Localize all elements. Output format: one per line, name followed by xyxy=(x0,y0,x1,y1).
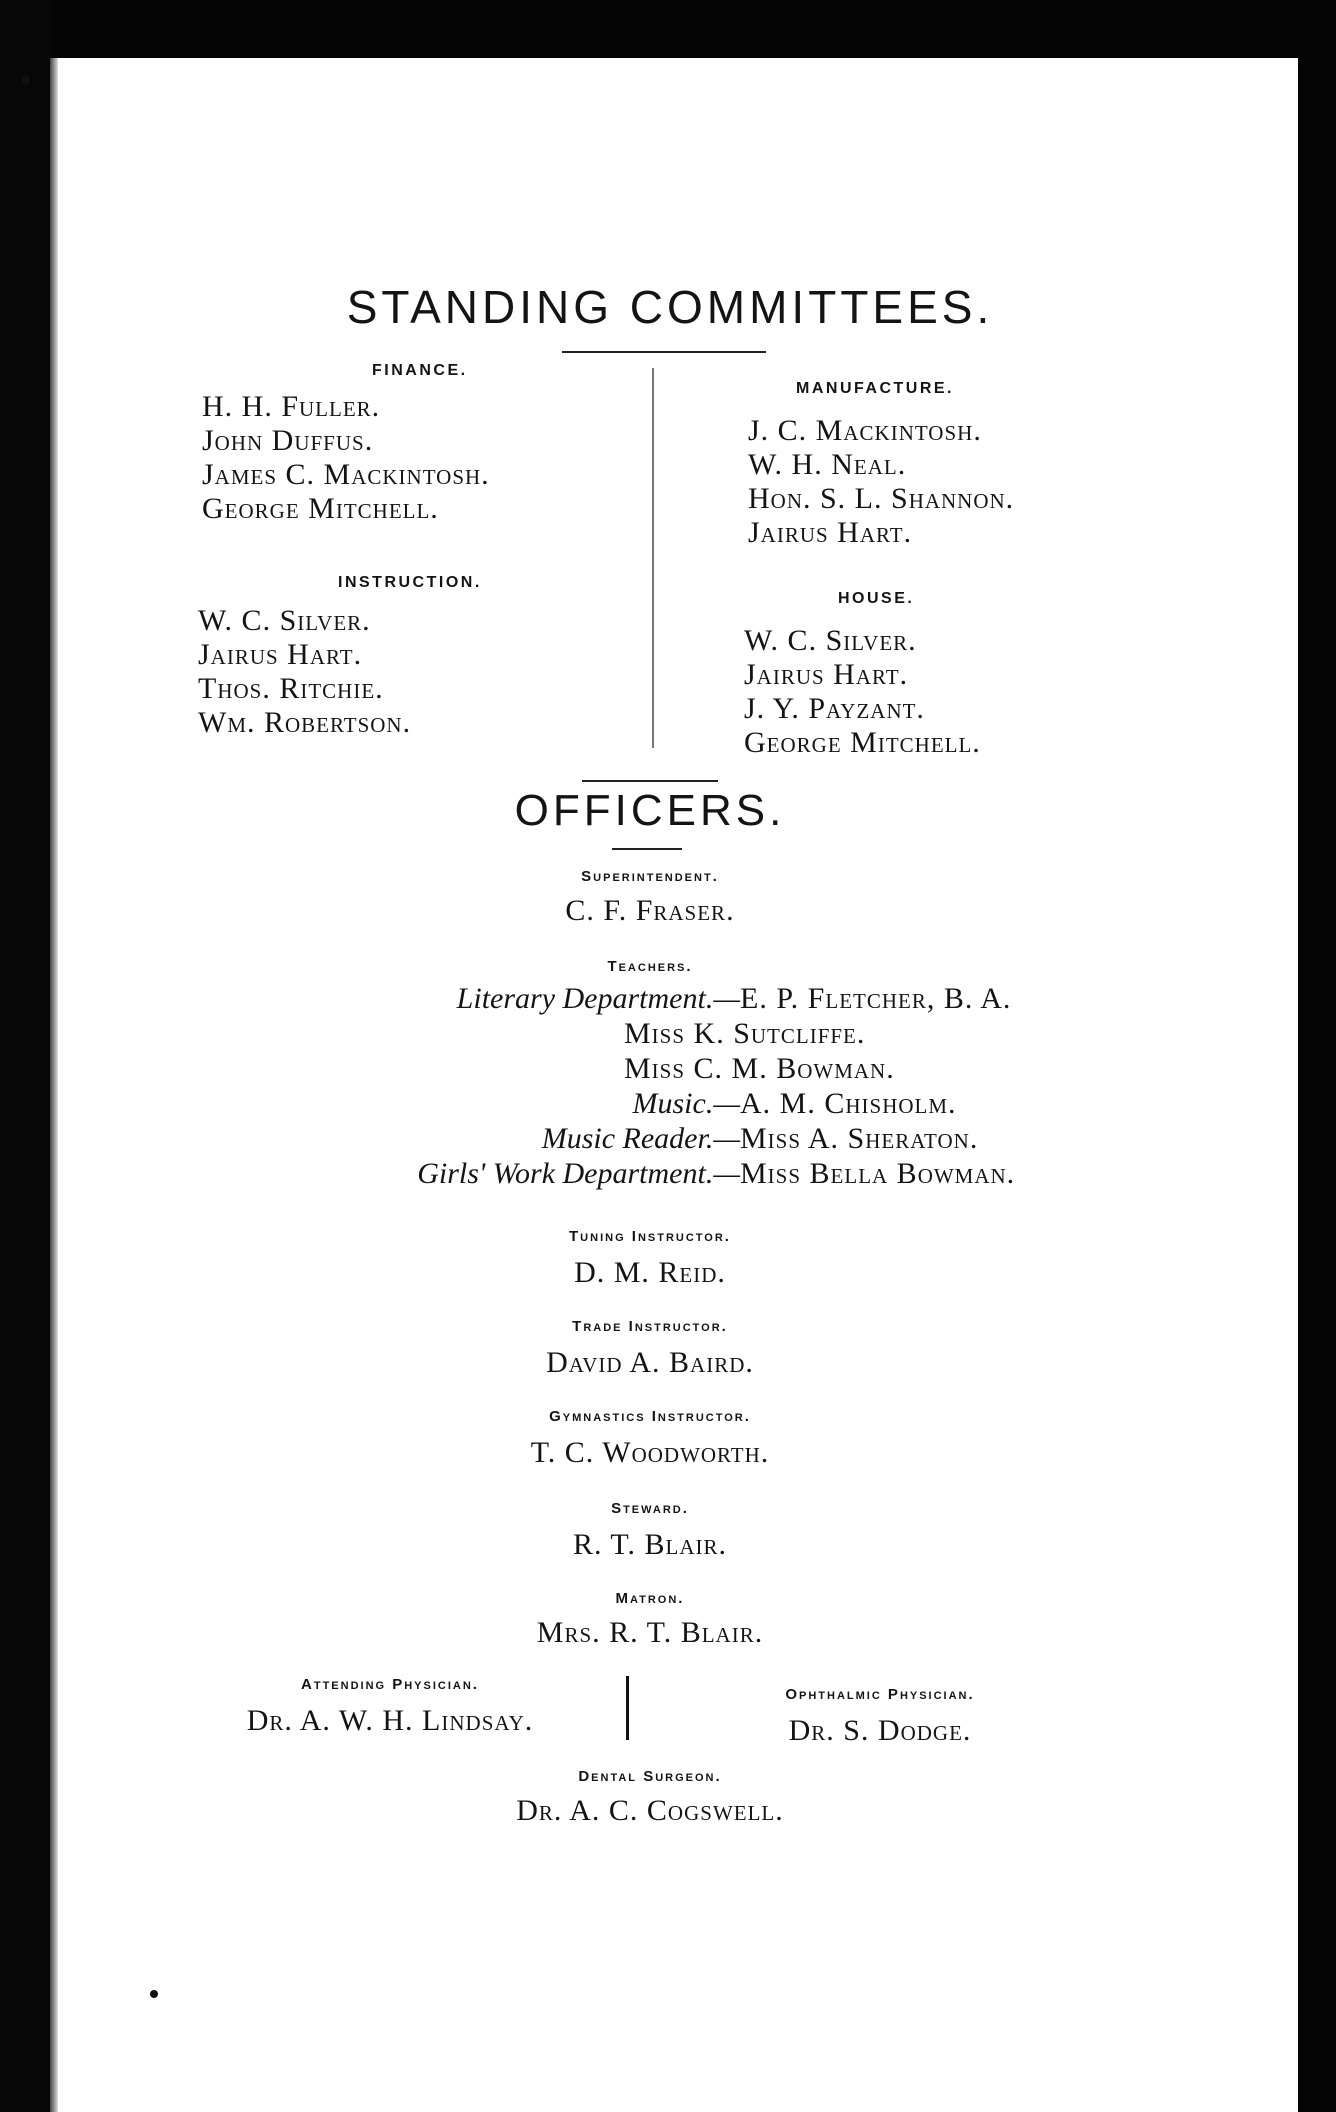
superintendent-heading: Superintendent. xyxy=(581,868,719,885)
finance-member: John Duffus. xyxy=(202,424,374,457)
instruction-member: Jairus Hart. xyxy=(198,638,363,671)
officers-top-rule xyxy=(582,780,718,782)
finance-member: George Mitchell. xyxy=(202,492,439,525)
teacher-name: Miss Bella Bowman. xyxy=(740,1157,1016,1190)
house-member: W. C. Silver. xyxy=(744,624,917,657)
page-edge-shadow xyxy=(50,58,58,2112)
officers-title: OFFICERS. xyxy=(514,786,786,835)
matron-heading: Matron. xyxy=(615,1590,685,1607)
manufacture-member: Hon. S. L. Shannon. xyxy=(748,482,1015,515)
title-rule xyxy=(562,351,766,353)
instruction-heading: INSTRUCTION. xyxy=(338,574,482,591)
teacher-row xyxy=(150,1122,1150,1157)
instruction-member: Wm. Robertson. xyxy=(198,706,412,739)
house-members xyxy=(744,624,981,760)
manufacture-member: Jairus Hart. xyxy=(748,516,913,549)
teacher-name: Miss A. Sheraton. xyxy=(740,1122,979,1155)
teacher-department: Literary Department.— xyxy=(456,982,740,1015)
matron-name: Mrs. R. T. Blair. xyxy=(536,1616,764,1649)
attending-physician-heading: Attending Physician. xyxy=(301,1676,479,1693)
teacher-name: A. M. Chisholm. xyxy=(740,1087,957,1120)
teacher-row xyxy=(150,1157,1150,1192)
teacher-department: Girls' Work Department.— xyxy=(417,1157,740,1190)
tuning-instructor-heading: Tuning Instructor. xyxy=(569,1228,731,1245)
finance-member: James C. Mackintosh. xyxy=(202,458,490,491)
officers-bottom-rule xyxy=(612,848,682,850)
finance-members xyxy=(202,390,490,526)
trade-instructor-heading: Trade Instructor. xyxy=(572,1318,728,1335)
dental-surgeon-heading: Dental Surgeon. xyxy=(578,1768,722,1785)
scan-border-right xyxy=(1298,0,1336,2112)
instruction-member: Thos. Ritchie. xyxy=(198,672,384,705)
instruction-members xyxy=(198,604,411,740)
house-member: Jairus Hart. xyxy=(744,658,909,691)
scan-border-left xyxy=(0,0,50,2112)
binding-hole-mark xyxy=(22,76,30,84)
trade-instructor-name: David A. Baird. xyxy=(546,1346,754,1379)
superintendent-name: C. F. Fraser. xyxy=(565,894,735,927)
gymnastics-instructor-heading: Gymnastics Instructor. xyxy=(549,1408,751,1425)
teacher-name: E. P. Fletcher, B. A. xyxy=(740,982,1012,1015)
ophthalmic-physician-name: Dr. S. Dodge. xyxy=(788,1714,972,1747)
teacher-row xyxy=(150,1087,1150,1122)
scan-border-top xyxy=(0,0,1336,58)
tuning-instructor-name: D. M. Reid. xyxy=(574,1256,726,1289)
manufacture-member: W. H. Neal. xyxy=(748,448,907,481)
physicians-divider xyxy=(626,1676,629,1740)
teacher-row xyxy=(150,1052,1150,1087)
finance-heading: FINANCE. xyxy=(372,362,468,379)
ink-speck xyxy=(150,1990,158,1998)
page-title: STANDING COMMITTEES. xyxy=(346,281,994,333)
teacher-department: Music.— xyxy=(632,1087,740,1120)
house-member: George Mitchell. xyxy=(744,726,981,759)
teachers-heading: Teachers. xyxy=(607,958,693,975)
teacher-name: Miss C. M. Bowman. xyxy=(624,1052,895,1085)
teacher-row xyxy=(150,982,1150,1017)
dental-surgeon-name: Dr. A. C. Cogswell. xyxy=(516,1794,784,1827)
teacher-row xyxy=(150,1017,1150,1052)
manufacture-heading: MANUFACTURE. xyxy=(796,380,954,397)
attending-physician-name: Dr. A. W. H. Lindsay. xyxy=(246,1704,534,1737)
instruction-member: W. C. Silver. xyxy=(198,604,371,637)
finance-member: H. H. Fuller. xyxy=(202,390,381,423)
steward-heading: Steward. xyxy=(611,1500,689,1517)
teachers-list xyxy=(150,982,1150,1192)
steward-name: R. T. Blair. xyxy=(572,1528,728,1561)
ophthalmic-physician-heading: Ophthalmic Physician. xyxy=(785,1686,975,1703)
house-heading: HOUSE. xyxy=(838,590,915,607)
teacher-department: Music Reader.— xyxy=(541,1122,740,1155)
manufacture-members xyxy=(748,414,1014,550)
manufacture-member: J. C. Mackintosh. xyxy=(748,414,982,447)
teacher-name: Miss K. Sutcliffe. xyxy=(624,1017,866,1050)
gymnastics-instructor-name: T. C. Woodworth. xyxy=(530,1436,770,1469)
house-member: J. Y. Payzant. xyxy=(744,692,925,725)
committees-divider xyxy=(652,368,654,748)
